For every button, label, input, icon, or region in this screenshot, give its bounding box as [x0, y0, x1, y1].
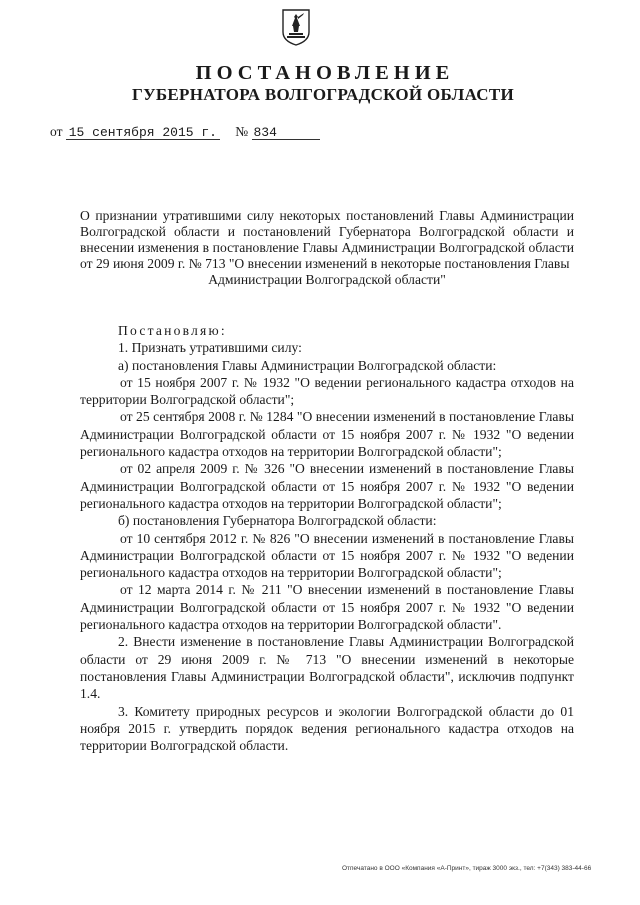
clause-1a: а) постановления Главы Администрации Волгоградской области:: [118, 357, 497, 373]
clause-3: 3. Комитету природных ресурсов и экологии Волгоградской области до 01 ноября 2015 г. утвердить порядок ведения регионального кадастра отходов на территории Волгоградской области.: [80, 703, 574, 754]
date-prefix: от: [50, 124, 63, 139]
volgograd-region-emblem-icon: [281, 8, 311, 46]
document-number: 834: [252, 126, 320, 140]
document-body: [80, 322, 574, 754]
clause-1a-item-1: от 15 ноября 2007 г. № 1932 "О ведении регионального кадастра отходов на территории Волгоградской области";: [80, 374, 574, 408]
document-date: 15 сентября 2015 г.: [66, 126, 220, 140]
print-info-footer: Отпечатано в ООО «Компания «А-Принт», тираж 3000 экз., тел: +7(343) 383-44-66: [342, 865, 592, 872]
document-issuer-title: ГУБЕРНАТОРА ВОЛГОГРАДСКОЙ ОБЛАСТИ: [131, 85, 515, 104]
clause-2: 2. Внести изменение в постановление Главы Администрации Волгоградской области от 29 июня 2009 г. № 713 "О внесении изменений в некоторые постановления Главы Администрации Волгоградской области", исключив подпункт 1.4.: [80, 634, 574, 702]
clause-1a-item-3: от 02 апреля 2009 г. № 326 "О внесении изменений в постановление Главы Администрации Волгоградской области от 15 ноября 2007 г. № 1932 "О ведении регионального кадастра отходов на территории Волгоградской области";: [80, 461, 574, 511]
number-sign: №: [235, 124, 249, 139]
clause-1b-item-2: от 12 марта 2014 г. № 211 "О внесении изменений в постановление Главы Администрации Волгоградской области от 15 ноября 2007 г. № 1932 "О ведении регионального кадастра отходов на территории Волгоградской области".: [80, 582, 574, 633]
clause-1b: б) постановления Губернатора Волгоградской области:: [118, 513, 437, 529]
subject-text: О признании утратившими силу некоторых постановлений Главы Администрации Волгоградской области и постановлений Губернатора Волгоградской области и внесении изменения в постановление Главы Администрации Волгоградской области от 29 июня 2009 г. № 713 "О внесении изменений в некоторые постановления Главы: [80, 208, 574, 271]
resolution-word: Постановляю:: [118, 323, 227, 338]
date-number-line: [50, 124, 320, 140]
document-type-title: ПОСТАНОВЛЕНИЕ: [195, 62, 455, 84]
clause-1b-item-1: от 10 сентября 2012 г. № 826 "О внесении изменений в постановление Главы Администрации Волгоградской области от 15 ноября 2007 г. № 1932 "О ведении регионального кадастра отходов на территории Волгоградской области";: [80, 530, 574, 581]
subject-text-last-line: Администрации Волгоградской области": [208, 272, 446, 287]
clause-1: 1. Признать утратившими силу:: [118, 340, 302, 356]
document-subject: [80, 208, 574, 288]
clause-1a-item-2: от 25 сентября 2008 г. № 1284 "О внесении изменений в постановление Главы Администрации Волгоградской области от 15 ноября 2007 г. № 1932 "О ведении регионального кадастра отходов на территории Волгоградской области";: [80, 409, 574, 460]
